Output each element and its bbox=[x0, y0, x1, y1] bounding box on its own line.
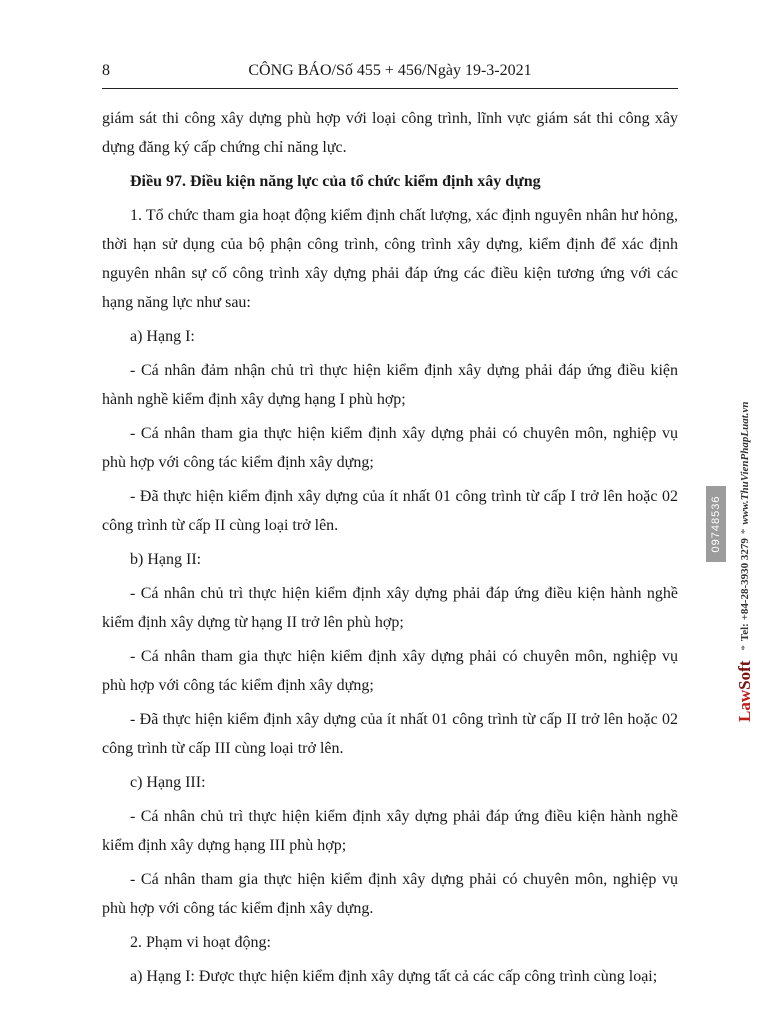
document-id-badge bbox=[706, 486, 726, 562]
gazette-title: CÔNG BÁO/Số 455 + 456/Ngày 19-3-2021 bbox=[248, 62, 532, 79]
grade-2-item-2: - Cá nhân tham gia thực hiện kiểm định xây dựng phải có chuyên môn, nghiệp vụ phù hợp với công tác kiểm định xây dựng; bbox=[102, 648, 678, 694]
watermark-website: www.ThuVienPhapLuat.vn bbox=[739, 401, 751, 525]
grade-1-heading: a) Hạng I: bbox=[130, 328, 195, 345]
document-id: 09748536 bbox=[710, 495, 722, 553]
watermark-separator: * bbox=[739, 645, 751, 651]
grade-2-item-3: - Đã thực hiện kiểm định xây dựng của ít nhất 01 công trình từ cấp II trở lên hoặc 02 công trình từ cấp III cùng loại trở lên. bbox=[102, 711, 678, 757]
logo-rest: Soft bbox=[735, 660, 754, 690]
paragraph-continuation: giám sát thi công xây dựng phù hợp với loại công trình, lĩnh vực giám sát thi công xây dựng đăng ký cấp chứng chỉ năng lực. bbox=[102, 110, 678, 156]
page-header bbox=[102, 62, 678, 86]
grade-1-item-1: - Cá nhân đảm nhận chủ trì thực hiện kiểm định xây dựng phải đáp ứng điều kiện hành nghề kiểm định xây dựng hạng I phù hợp; bbox=[102, 362, 678, 408]
grade-3-heading: c) Hạng III: bbox=[130, 774, 206, 791]
lawsoft-watermark bbox=[730, 322, 760, 722]
grade-3-item-1: - Cá nhân chủ trì thực hiện kiểm định xây dựng phải đáp ứng điều kiện hành nghề kiểm định xây dựng hạng III phù hợp; bbox=[102, 808, 678, 854]
header-rule bbox=[102, 88, 678, 89]
watermark-separator: * bbox=[739, 528, 751, 535]
grade-2-heading: b) Hạng II: bbox=[130, 551, 202, 568]
grade-3-item-2: - Cá nhân tham gia thực hiện kiểm định xây dựng phải có chuyên môn, nghiệp vụ phù hợp với công tác kiểm định xây dựng. bbox=[102, 871, 678, 917]
lawsoft-logo bbox=[735, 661, 755, 722]
clause-2: 2. Phạm vi hoạt động: bbox=[130, 934, 271, 951]
document-body bbox=[102, 104, 678, 996]
clause-2-item-a: a) Hạng I: Được thực hiện kiểm định xây dựng tất cả các cấp công trình cùng loại; bbox=[130, 968, 658, 985]
grade-1-item-2: - Cá nhân tham gia thực hiện kiểm định xây dựng phải có chuyên môn, nghiệp vụ phù hợp với công tác kiểm định xây dựng; bbox=[102, 425, 678, 471]
logo-first: Law bbox=[735, 689, 754, 722]
clause-1: 1. Tổ chức tham gia hoạt động kiểm định chất lượng, xác định nguyên nhân hư hỏng, thời hạn sử dụng của bộ phận công trình, công trình xây dựng, kiểm định để xác định nguyên nhân sự cố công trình xây dựng phải đáp ứng các điều kiện tương ứng với các hạng năng lực như sau: bbox=[102, 207, 678, 311]
grade-2-item-1: - Cá nhân chủ trì thực hiện kiểm định xây dựng phải đáp ứng điều kiện hành nghề kiểm định xây dựng từ hạng II trở lên phù hợp; bbox=[102, 585, 678, 631]
watermark-phone: Tel: +84-28-3930 3279 bbox=[739, 538, 751, 642]
page-number: 8 bbox=[102, 62, 110, 79]
grade-1-item-3: - Đã thực hiện kiểm định xây dựng của ít nhất 01 công trình từ cấp I trở lên hoặc 02 công trình từ cấp II cùng loại trở lên. bbox=[102, 488, 678, 534]
article-97-heading: Điều 97. Điều kiện năng lực của tổ chức kiểm định xây dựng bbox=[130, 173, 541, 190]
